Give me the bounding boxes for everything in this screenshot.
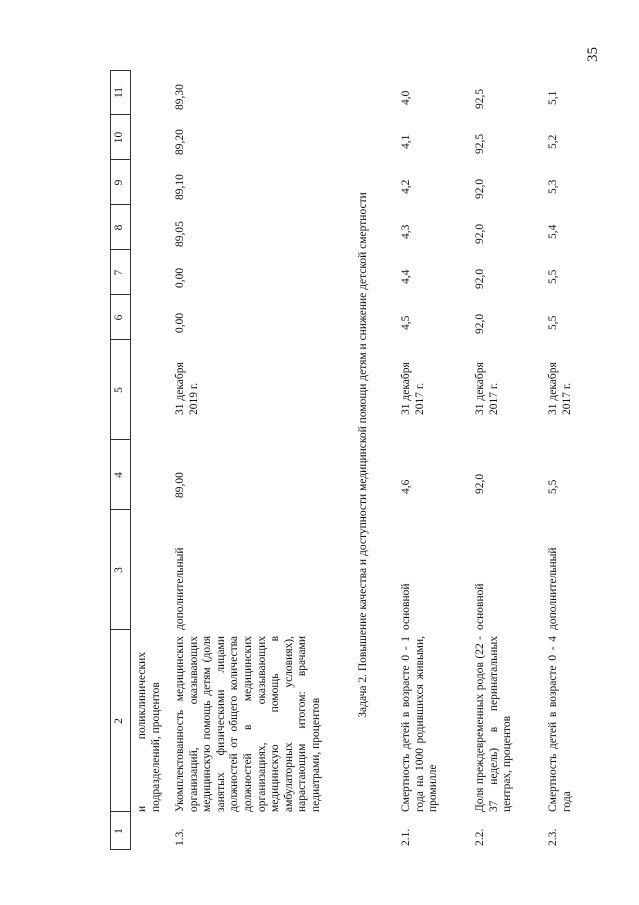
row-2-1-date: 31 декабря 2017 г.	[400, 362, 426, 415]
row-2-3-v2021: 5,4	[547, 224, 559, 239]
header-col-3: 3	[113, 567, 125, 573]
header-col-11: 11	[113, 86, 125, 99]
row-2-1-v2022: 4,2	[400, 179, 412, 194]
row-2-1-num: 2.1.	[400, 828, 412, 846]
row-1-3-num: 1.3.	[174, 828, 186, 846]
row-1-3-v2021: 89,05	[174, 221, 186, 247]
header-bottom-border	[130, 70, 131, 850]
row-1-3-base: 89,00	[174, 472, 186, 498]
row-1-3-v2020: 0,00	[174, 267, 186, 288]
row-2-3-type: дополнительный	[547, 547, 559, 630]
row-2-3-num: 2.3.	[547, 828, 559, 846]
row-2-2-v2021: 92,0	[474, 223, 486, 244]
header-col-9: 9	[113, 179, 125, 186]
row-2-3-base: 5,5	[547, 479, 559, 494]
row-2-1-name: Смертность детей в возрасте 0 - 1 года на 1000 родившихся живыми, промилле	[400, 636, 440, 812]
header-col-5: 5	[113, 387, 125, 393]
row-2-2-base: 92,0	[474, 473, 486, 494]
header-col-2: 2	[113, 718, 125, 724]
rotated-table-page	[110, 70, 639, 850]
row-2-1-v2023: 4,1	[400, 134, 412, 149]
row-2-2-v2022: 92,0	[474, 178, 486, 199]
row-2-3-v2022: 5,3	[547, 179, 559, 194]
row-2-3-v2023: 5,2	[547, 134, 559, 149]
row-2-1-base: 4,6	[400, 479, 412, 494]
row-2-2-v2024: 92,5	[474, 88, 486, 109]
row-2-2-v2019: 92,0	[474, 313, 486, 334]
row-2-3-v2020: 5,5	[547, 269, 559, 284]
header-col-7: 7	[113, 269, 125, 276]
row-1-3-v2022: 89,10	[174, 174, 186, 200]
row-2-3-date: 31 декабря 2017 г.	[547, 362, 573, 415]
row-2-3-v2019: 5,5	[547, 315, 559, 330]
row-2-2-v2020: 92,0	[474, 268, 486, 289]
row-2-3-name: Смертность детей в возрасте 0 - 4 года	[547, 636, 573, 812]
row-2-1-v2020: 4,4	[400, 269, 412, 284]
table-top-border	[110, 70, 111, 850]
header-col-6: 6	[113, 314, 125, 321]
header-col-8: 8	[113, 224, 125, 231]
row-1-3-date: 31 декабря 2019 г.	[174, 362, 200, 415]
header-col-4: 4	[113, 472, 125, 478]
row-2-1-v2019: 4,5	[400, 315, 412, 330]
row-2-1-v2024: 4,0	[400, 90, 412, 105]
page-number: 35	[585, 47, 601, 62]
header-col-1: 1	[113, 828, 125, 834]
row-1-3-v2023: 89,20	[174, 129, 186, 155]
row-2-2-date: 31 декабря 2017 г.	[474, 362, 500, 415]
task-heading: Задача 2. Повышение качества и доступности медицинской помощи детям и снижение детской смертности	[357, 192, 369, 718]
row-2-3-v2024: 5,1	[547, 90, 559, 105]
row-2-2-v2023: 92,5	[474, 133, 486, 154]
header-col-10: 10	[113, 131, 125, 144]
row-2-1-type: основной	[400, 583, 412, 630]
row-2-2-num: 2.2.	[474, 828, 486, 846]
row-1-3-v2019: 0,00	[174, 312, 186, 333]
row-2-2-name: Доля преждевременных родов (22 - 37 недель) в перинатальных центрах, процентов	[474, 636, 514, 812]
row-2-1-v2021: 4,3	[400, 224, 412, 239]
row-continuation-name: и поликлинических подразделений, процентов	[136, 652, 162, 812]
row-1-3-v2024: 89,30	[174, 84, 186, 110]
row-1-3-type: дополнительный	[174, 547, 186, 630]
row-1-3-name: Укомплектованность медицинских организаций, оказывающих медицинскую помощь детям (доля занятых физическими лицами должностей от общего количества должностей в медицинских организациях, оказывающих медицинскую помощь в амбулаторных условиях), нарастающим итогом: врачами педиатрами, процентов	[174, 636, 322, 812]
row-2-2-type: основной	[474, 583, 486, 630]
